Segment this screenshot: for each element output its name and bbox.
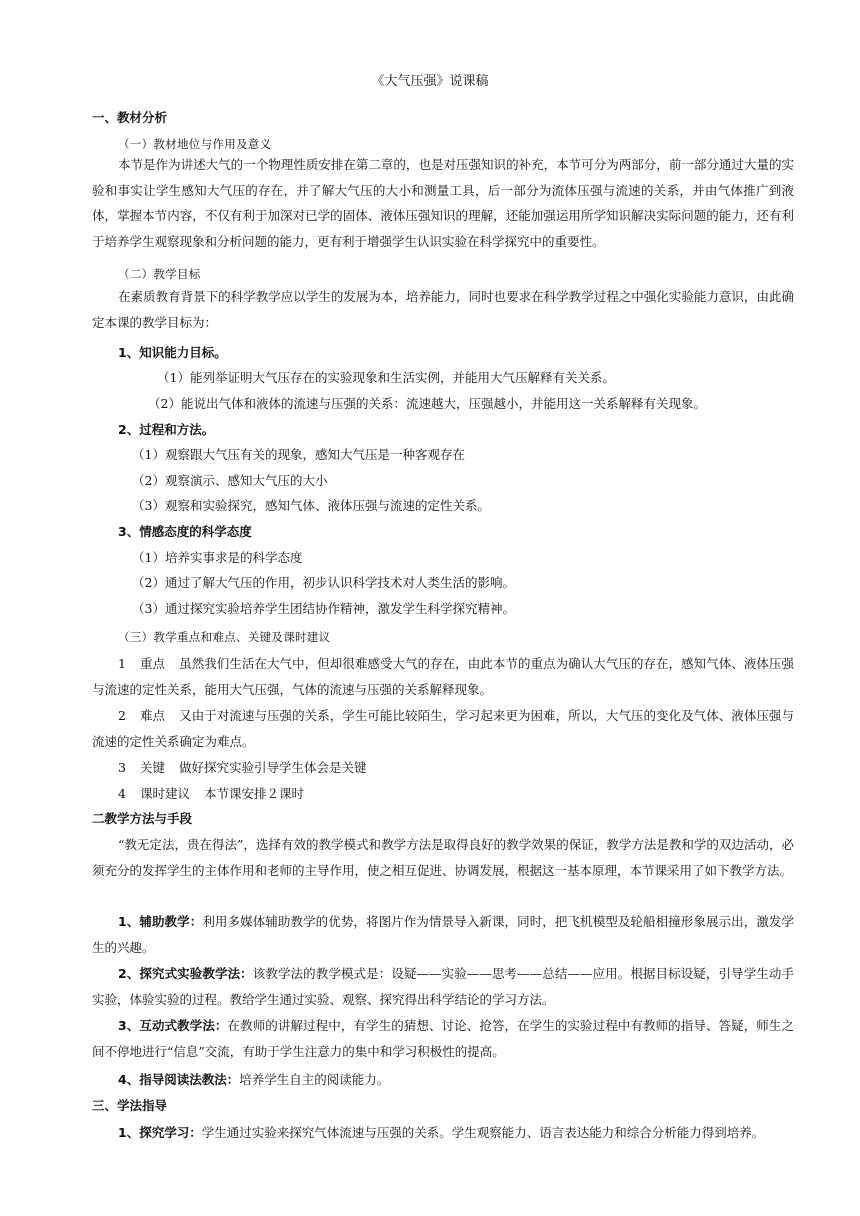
key-point-focus-text: 虽然我们生活在大气中，但却很难感受大气的存在，由此本节的重点为确认大气压的存在，感知气体、液体压强与流速的定性关系，能用大气压强，气体的流速与压强的关系解释现象。: [92, 656, 794, 697]
paragraph-position-role: 本节是作为讲述大气的一个物理性质安排在第二章的，也是对压强知识的补充，本节可分为两部分，前一部分通过大量的实验和事实让学生感知大气压的存在，并了解大气压的大小和测量工具，后一部分为流体压强与流速的关系，并由气体推广到液体，掌握本节内容，不仅有利于加深对已学的固体、液体压强知识的理解，还能加强运用所学知识解决实际问题的能力，还有利于培养学生观察现象和分析问题的能力，更有利于增强学生认识实验在科学探究中的重要性。: [92, 157, 794, 249]
subheading-teaching-goals: （二）教学目标: [118, 267, 201, 281]
goal-knowledge-item-1: （1）能列举证明大气压存在的实验现象和生活实例，并能用大气压解释有关关系。: [157, 370, 615, 385]
key-point-key-text: 做好探究实验引导学生体会是关键: [178, 760, 367, 775]
method-inquiry-label: 2、探究式实验教学法：: [118, 966, 253, 981]
goal-knowledge-heading: 1、知识能力目标。: [118, 345, 227, 360]
subheading-key-points: （三）教学重点和难点、关键及课时建议: [118, 630, 331, 644]
key-point-key-number: 3: [118, 760, 126, 775]
section-heading-methods: 二教学方法与手段: [92, 811, 193, 826]
key-point-focus: [92, 651, 794, 702]
key-point-key-label: 关键: [139, 760, 165, 775]
key-point-periods-text: 本节课安排２课时: [203, 786, 304, 801]
method-reading-text: 培养学生自主的阅读能力。: [239, 1072, 390, 1087]
key-point-periods: [118, 785, 820, 803]
document-title: 《大气压强》说课稿: [371, 74, 489, 89]
learning-inquiry: [118, 1124, 820, 1142]
method-assisted-label: 1、辅助教学：: [118, 914, 203, 929]
learning-inquiry-label: 1、探究学习：: [118, 1125, 202, 1140]
section-heading-textbook-analysis: 一、教材分析: [92, 110, 168, 125]
goal-process-item-3: （3）观察和实验探究，感知气体、液体压强与流速的定性关系。: [132, 498, 490, 513]
key-point-focus-number: 1: [118, 656, 126, 671]
key-point-periods-label: 课时建议: [139, 786, 190, 801]
subheading-position-role: （一）教材地位与作用及意义: [118, 137, 272, 151]
key-point-key: [118, 759, 820, 777]
goal-attitude-item-3: （3）通过探究实验培养学生团结协作精神，激发学生科学探究精神。: [132, 601, 515, 616]
key-point-focus-label: 重点: [139, 656, 166, 671]
method-interactive: [92, 1013, 794, 1064]
section-heading-learning-guidance: 三、学法指导: [92, 1098, 168, 1113]
goal-attitude-item-1: （1）培养实事求是的科学态度: [132, 550, 303, 565]
goal-process-item-2: （2）观察演示、感知大气压的大小: [132, 473, 328, 488]
goal-process-item-1: （1）观察跟大气压有关的现象，感知大气压是一种客观存在: [132, 447, 465, 462]
key-point-difficulty-label: 难点: [139, 708, 166, 723]
method-interactive-label: 3、互动式教学法：: [118, 1018, 228, 1033]
key-point-difficulty-number: 2: [118, 708, 126, 723]
key-point-difficulty-text: 又由于对流速与压强的关系，学生可能比较陌生，学习起来更为困难，所以，大气压的变化及气体、液体压强与流速的定性关系确定为难点。: [92, 708, 794, 749]
method-assisted-text: 利用多媒体辅助教学的优势，将图片作为情景导入新课，同时，把飞机模型及轮船相撞形象展示出，激发学生的兴趣。: [92, 914, 794, 955]
goal-knowledge-item-2: （2）能说出气体和液体的流速与压强的关系：流速越大，压强越小，并能用这一关系解释有关现象。: [148, 396, 706, 411]
method-interactive-text: 在教师的讲解过程中，有学生的猜想、讨论、抢答，在学生的实验过程中有教师的指导、答疑，师生之间不停地进行“信息”交流，有助于学生注意力的集中和学习积极性的提高。: [92, 1018, 794, 1059]
goal-process-heading: 2、过程和方法。: [118, 422, 215, 437]
goal-attitude-item-2: （2）通过了解大气压的作用，初步认识科学技术对人类生活的影响。: [132, 575, 515, 590]
method-reading-guidance: [118, 1071, 820, 1089]
key-point-difficulty: [92, 703, 794, 754]
paragraph-methods-intro: “教无定法，贵在得法”，选择有效的教学模式和教学方法是取得良好的教学效果的保证，教学方法是教和学的双边活动，必须充分的发挥学生的主体作用和老师的主导作用，使之相互促进、协调发展，根据这一基本原理，本节课采用了如下教学方法。: [92, 837, 794, 878]
method-reading-label: 4、指导阅读法教法：: [118, 1072, 240, 1087]
method-inquiry-text: 该教学法的教学模式是：设疑——实验——思考——总结——应用。根据目标设疑，引导学生动手实验，体验实验的过程。教给学生通过实验、观察、探究得出科学结论的学习方法。: [92, 966, 794, 1007]
key-point-periods-number: 4: [118, 786, 126, 801]
paragraph-teaching-goals: 在素质教育背景下的科学教学应以学生的发展为本，培养能力，同时也要求在科学教学过程之中强化实验能力意识，由此确定本课的教学目标为：: [92, 289, 794, 330]
method-assisted-teaching: [92, 909, 794, 960]
goal-attitude-heading: 3、情感态度的科学态度: [118, 524, 252, 539]
method-inquiry-experiment: [92, 961, 794, 1012]
learning-inquiry-text: 学生通过实验来探究气体流速与压强的关系。学生观察能力、语言表达能力和综合分析能力得到培养。: [201, 1125, 765, 1140]
